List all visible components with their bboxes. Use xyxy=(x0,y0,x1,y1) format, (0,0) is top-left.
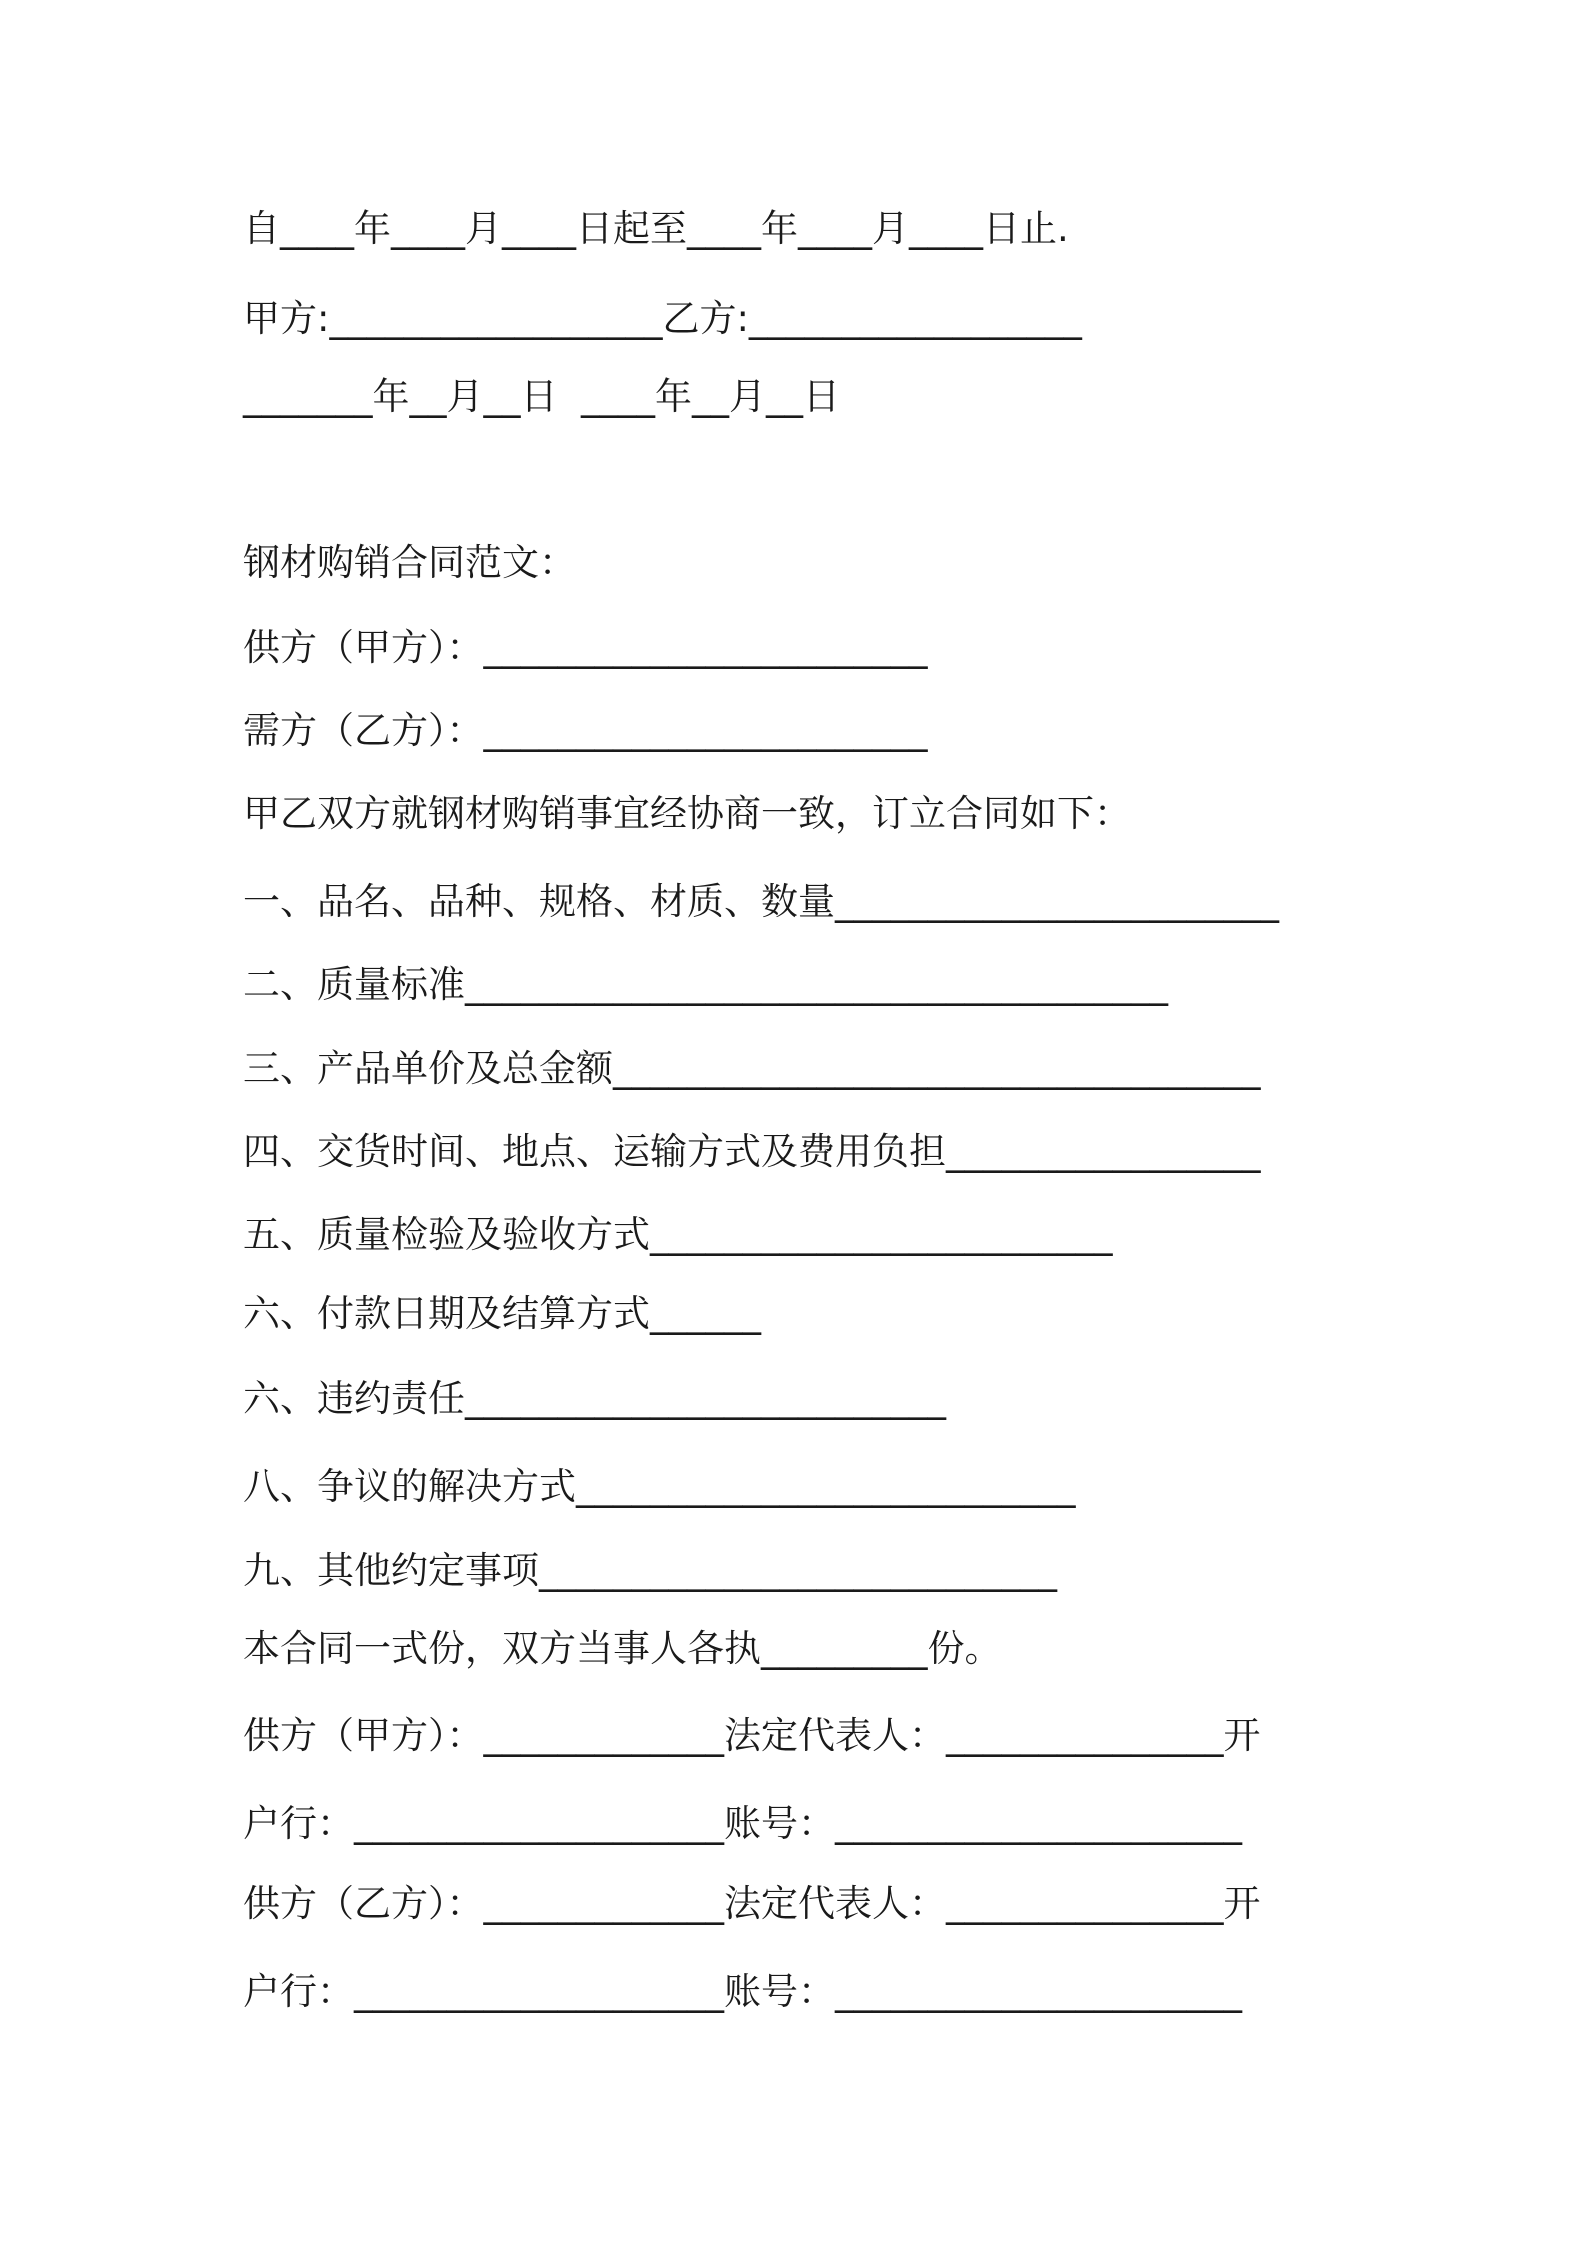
party-a-signature-line: 供方（甲方）：_____________法定代表人：_______________开 xyxy=(243,1714,1261,1757)
clause-9-other-terms: 九、其他约定事项____________________________ xyxy=(243,1549,1057,1592)
party-b-bank-line: 户行：____________________账号：______________________ xyxy=(243,1970,1242,2013)
clause-3-price-amount: 三、产品单价及总金额___________________________________ xyxy=(243,1047,1261,1090)
clause-1-product-specs: 一、品名、品种、规格、材质、数量________________________ xyxy=(243,880,1279,923)
party-a-bank-line: 户行：____________________账号：______________________ xyxy=(243,1802,1242,1845)
signature-dates-line: _______年__月__日 ____年__月__日 xyxy=(243,375,841,418)
clause-8-dispute: 八、争议的解决方式___________________________ xyxy=(243,1465,1076,1508)
agreement-intro: 甲乙双方就钢材购销事宜经协商一致，订立合同如下： xyxy=(243,792,1131,835)
contract-period-line: 自____年____月____日起至____年____月____日止. xyxy=(243,207,1069,250)
clause-6-payment: 六、付款日期及结算方式______ xyxy=(243,1292,761,1335)
party-b-signature-line: 供方（乙方）：_____________法定代表人：_______________开 xyxy=(243,1882,1261,1925)
clause-2-quality-standard: 二、质量标准______________________________________ xyxy=(243,963,1168,1006)
clause-4-delivery: 四、交货时间、地点、运输方式及费用负担_________________ xyxy=(243,1130,1261,1173)
supplier-party-line: 供方（甲方）：________________________ xyxy=(243,626,928,669)
contract-template-title: 钢材购销合同范文： xyxy=(243,541,576,584)
copies-line: 本合同一式份，双方当事人各执_________份。 xyxy=(243,1627,1002,1670)
clause-liability: 六、违约责任__________________________ xyxy=(243,1377,946,1420)
clause-5-inspection: 五、质量检验及验收方式_________________________ xyxy=(243,1213,1113,1256)
party-names-line: 甲方:__________________乙方:__________________ xyxy=(243,297,1082,340)
buyer-party-line: 需方（乙方）：________________________ xyxy=(243,709,928,752)
